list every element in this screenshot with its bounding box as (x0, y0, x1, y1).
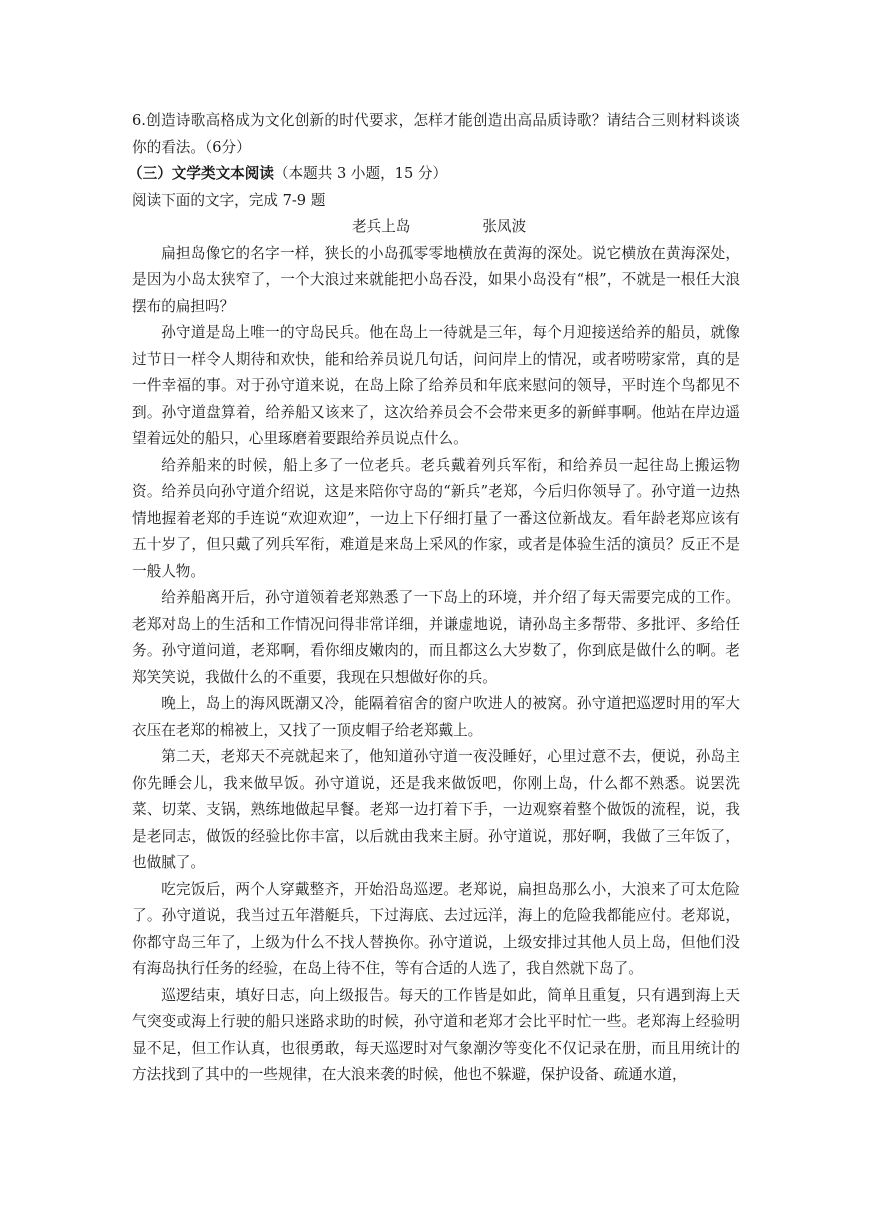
section-heading (128, 161, 740, 188)
paragraph: 巡逻结束，填好日志，向上级报告。每天的工作皆是如此，简单且重复，只有遇到海上天气突变或海上行驶的船只迷路求助的时候，孙守道和老郑才会比平时忙一些。老郑海上经验明显不足，但工作认真，也很勇敢，每天巡逻时对气象潮汐等变化不仅记录在册，而且用统计的方法找到了其中的一些规律，在大浪来袭的时候，他也不躲避，保护设备、疏通水道， (132, 986, 740, 1083)
section-note: （本题共 3 小题，15 分） (273, 165, 448, 182)
paragraph: 晚上，岛上的海风既潮又冷，能隔着宿舍的窗户吹进人的被窝。孙守道把巡逻时用的军大衣压在老郑的棉被上，又找了一顶皮帽子给老郑戴上。 (132, 695, 740, 739)
paragraph: 第二天，老郑天不亮就起来了，他知道孙守道一夜没睡好，心里过意不去，便说，孙岛主你先睡会儿，我来做早饭。孙守道说，还是我来做饭吧，你刚上岛，什么都不熟悉。说罢洗菜、切菜、支锅，熟练地做起早餐。老郑一边打着下手，一边观察着整个做饭的流程，说，我是老同志，做饭的经验比你丰富，以后就由我来主厨。孙守道说，那好啊，我做了三年饭了，也做腻了。 (132, 748, 740, 871)
reading-instruction: 阅读下面的文字，完成 7-9 题 (132, 191, 326, 209)
paragraph: 孙守道是岛上唯一的守岛民兵。他在岛上一待就是三年，每个月迎接送给养的船员，就像过节日一样令人期待和欢快，能和给养员说几句话，问问岸上的情况，或者唠唠家常，真的是一件幸福的事。对于孙守道来说，在岛上除了给养员和年底来慰问的领导，平时连个鸟都见不到。孙守道盘算着，给养船又该来了，这次给养员会不会带来更多的新鲜事啊。他站在岸边遥望着远处的船只，心里琢磨着要跟给养员说点什么。 (132, 324, 740, 447)
section-title: （三）文学类文本阅读 (128, 165, 274, 182)
article-heading (132, 214, 740, 241)
paragraph: 吃完饭后，两个人穿戴整齐，开始沿岛巡逻。老郑说，扁担岛那么小，大浪来了可太危险了。孙守道说，我当过五年潜艇兵，下过海底、去过远洋，海上的危险我都能应付。老郑说，你都守岛三年了，上级为什么不找人替换你。孙守道说，上级安排过其他人员上岛，但他们没有海岛执行任务的经验，在岛上待不住，等有合适的人选了，我自然就下岛了。 (132, 880, 740, 977)
question-6: 6.创造诗歌高格成为文化创新的时代要求，怎样才能创造出高品质诗歌？请结合三则材料谈谈你的看法。（6分） (132, 112, 740, 156)
article-title: 老兵上岛 (352, 218, 411, 235)
paragraph: 给养船离开后，孙守道领着老郑熟悉了一下岛上的环境，并介绍了每天需要完成的工作。老郑对岛上的生活和工作情况问得非常详细，并谦虚地说，请孙岛主多帮带、多批评、多给任务。孙守道问道，老郑啊，看你细皮嫩肉的，而且都这么大岁数了，你到底是做什么的啊。老郑笑笑说，我做什么的不重要，我现在只想做好你的兵。 (132, 589, 740, 686)
article-author: 张凤波 (482, 218, 527, 235)
paragraph: 给养船来的时候，船上多了一位老兵。老兵戴着列兵军衔，和给养员一起往岛上搬运物资。给养员向孙守道介绍说，这是来陪你守岛的“新兵”老郑，今后归你领导了。孙守道一边热情地握着老郑的手连说“欢迎欢迎”，一边上下仔细打量了一番这位新战友。看年龄老郑应该有五十岁了，但只戴了列兵军衔，难道是来岛上采风的作家，或者是体验生活的演员？反正不是一般人物。 (132, 456, 740, 580)
document-page (128, 108, 740, 1089)
paragraph: 扁担岛像它的名字一样，狭长的小岛孤零零地横放在黄海的深处。说它横放在黄海深处，是因为小岛太狭窄了，一个大浪过来就能把小岛吞没，如果小岛没有“根”，不就是一根任大浪摆布的扁担吗？ (132, 244, 740, 315)
